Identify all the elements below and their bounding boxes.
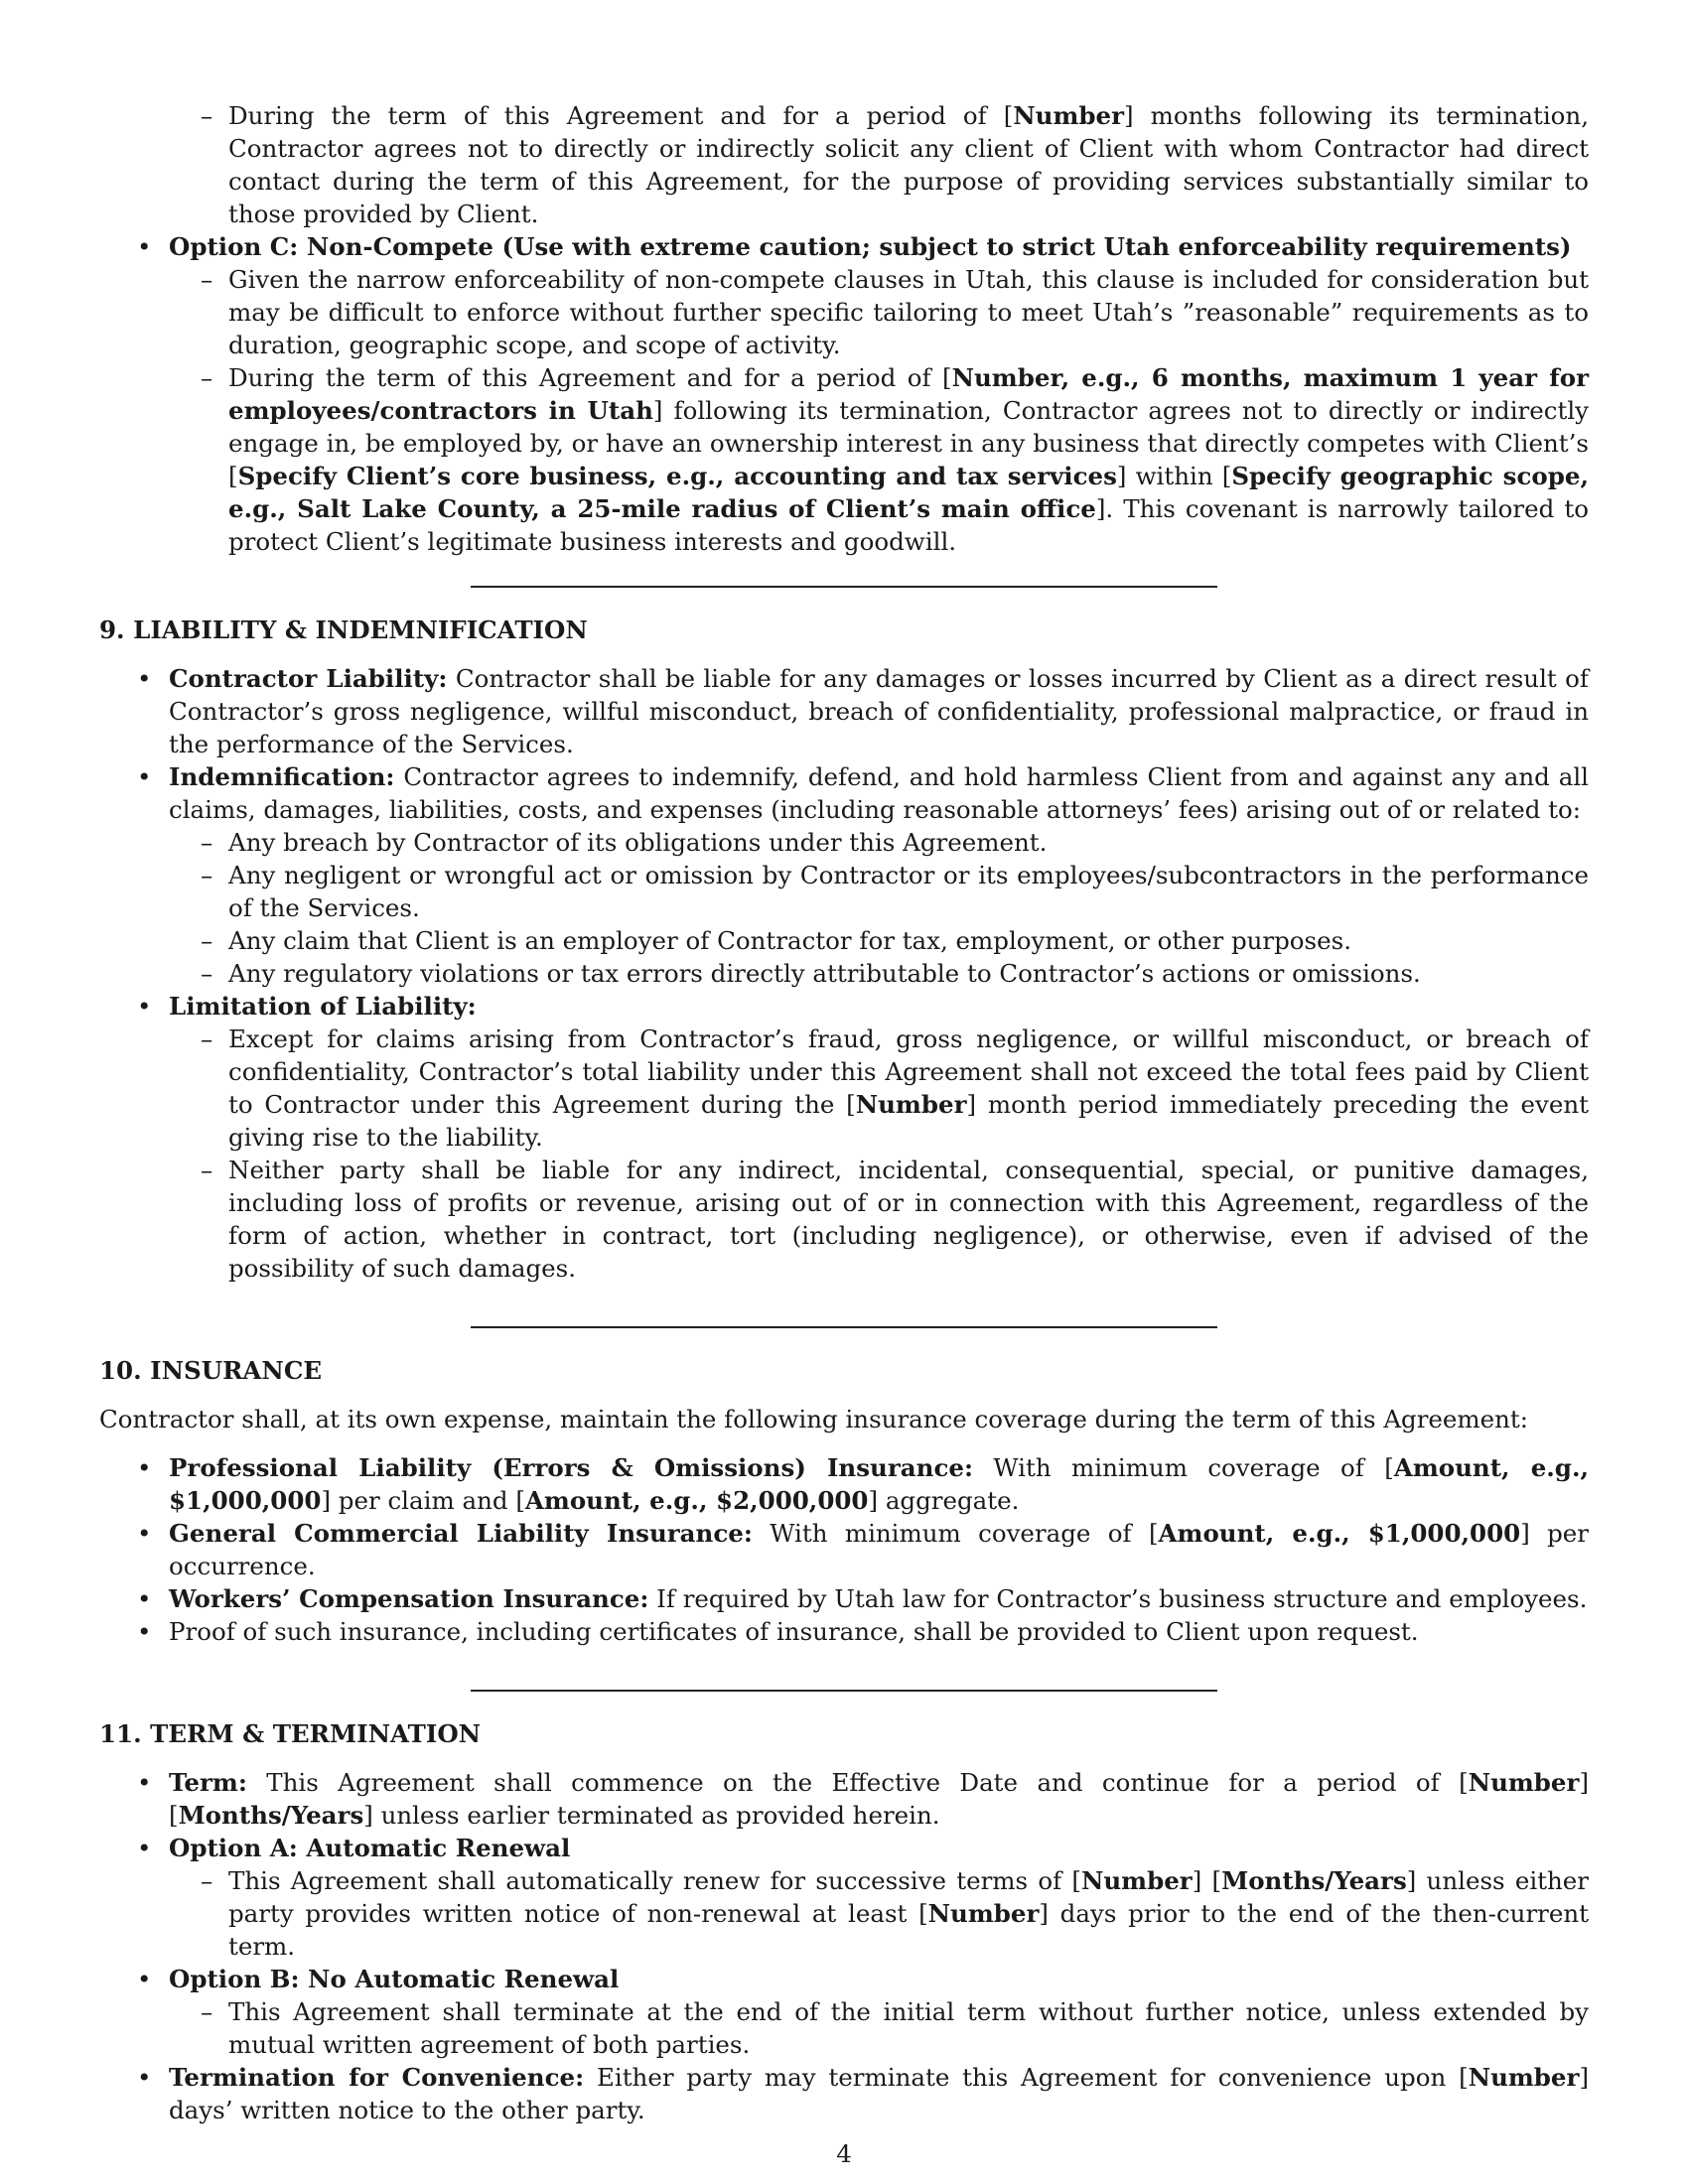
document-page: [99, 99, 1589, 2126]
text-run: ] [: [1192, 1866, 1222, 1895]
sub-item: [169, 263, 1589, 361]
section-bullet-list: [99, 1766, 1589, 2126]
sub-item: [169, 826, 1589, 859]
text-run: This Agreement shall commence on the Effective Date and continue for a period of [: [246, 1768, 1469, 1797]
text-run: Contractor shall be liable for any damages or losses incurred by Client as a direct result of Contractor’s gross negligence, willful misconduct, breach of confidentiality, professional malpractice, or fraud in the performance of the Services.: [169, 664, 1590, 758]
bullet-text: [169, 1617, 1419, 1646]
bold-text: Option B: No Automatic Renewal: [169, 1965, 620, 1993]
text-run: ] days’ written notice to the other party.: [169, 2063, 1589, 2124]
bold-text: Number: [855, 1090, 967, 1119]
text-run: Any breach by Contractor of its obligations under this Agreement.: [228, 828, 1048, 857]
bold-text: Number: [1468, 2063, 1580, 2092]
sections-container: [99, 586, 1589, 2126]
section-divider: [471, 586, 1217, 588]
bold-text: Amount, e.g., $2,000,000: [524, 1486, 869, 1515]
page-number: 4: [836, 2139, 852, 2168]
text-run: Except for claims arising from Contractor’s fraud, gross negligence, or willful misconduct, or breach of confidentiality, Contractor’s total liability under this Agreement shall not exceed the total fees paid by Client to Contractor under this Agreement during the [: [228, 1024, 1589, 1119]
text-run: ] unless earlier terminated as provided herein.: [363, 1801, 940, 1830]
section-heading: 10. INSURANCE: [99, 1356, 323, 1385]
bullet-text: [169, 762, 1589, 824]
bullet-item: [99, 662, 1589, 760]
bold-text: Amount, e.g., $1,000,000: [1158, 1519, 1521, 1548]
sub-item: [169, 924, 1589, 957]
bullet-item: [99, 2061, 1589, 2126]
text-run: Given the narrow enforceability of non-compete clauses in Utah, this clause is included for consideration but may be difficult to enforce without further specific tailoring to meet Utah’s ”reasonable” requirements as to duration, geographic scope, and scope of activity.: [228, 265, 1589, 359]
bold-text: Term:: [169, 1768, 247, 1797]
text-run: ] days prior to the end of the then-current term.: [228, 1899, 1589, 1961]
text-run: ]. This covenant is narrowly tailored to protect Client’s legitimate business interests and goodwill.: [228, 494, 1589, 556]
bullet-text: [169, 992, 477, 1021]
intro-bullet-list: [99, 230, 1589, 558]
bullet-item: [99, 1451, 1589, 1517]
bullet-item: [99, 1517, 1589, 1582]
bullet-item: [99, 1963, 1589, 2061]
bullet-text: [169, 1584, 1587, 1613]
section-heading: 11. TERM & TERMINATION: [99, 1719, 482, 1748]
bold-text: Number: [1013, 101, 1125, 130]
text-run: With minimum coverage of [: [752, 1519, 1159, 1548]
bullet-text: [169, 232, 1572, 261]
text-run: Any negligent or wrongful act or omission by Contractor or its employees/subcontractors in the performance of the Services.: [228, 861, 1589, 922]
bold-text: Number, e.g., 6 months, maximum 1 year for employees/contractors in Utah: [228, 363, 1589, 425]
text-run: Neither party shall be liable for any indirect, incidental, consequential, special, or punitive damages, including loss of profits or revenue, arising out of or in connection with this Agreement, regardless of the form of action, whether in contract, tort (including negligence), or otherwise, even if advised of the possibility of such damages.: [228, 1156, 1589, 1283]
sub-item: [169, 1023, 1589, 1154]
text-run: Any claim that Client is an employer of Contractor for tax, employment, or other purposes.: [228, 926, 1351, 955]
text-run: ] months following its termination, Contractor agrees not to directly or indirectly solicit any client of Client with whom Contractor had direct contact during the term of this Agreement, for the purpose of providing services substantially similar to those provided by Client.: [228, 101, 1589, 228]
bold-text: Termination for Convenience:: [169, 2063, 585, 2092]
sub-item: [169, 1995, 1589, 2061]
bullet-text: [169, 664, 1589, 758]
sub-item: [169, 361, 1589, 558]
sub-list: [169, 1023, 1589, 1285]
text-run: During the term of this Agreement and for a period of [: [228, 363, 952, 392]
text-run: Contractor agrees to indemnify, defend, and hold harmless Client from and against any and all claims, damages, liabilities, costs, and expenses (including reasonable attorneys’ fees) arising out of or related to:: [169, 762, 1589, 824]
bold-text: Amount, e.g., $1,000,000: [169, 1453, 1590, 1515]
bullet-item: [99, 1832, 1589, 1963]
sub-item: [169, 859, 1589, 924]
bullet-text: [169, 1965, 619, 1993]
text-run: Any regulatory violations or tax errors directly attributable to Contractor’s actions or omissions.: [228, 959, 1421, 988]
sub-item: [169, 1154, 1589, 1285]
bold-text: Contractor Liability:: [169, 664, 448, 693]
bullet-item: [99, 1766, 1589, 1832]
sub-item: [99, 99, 1589, 230]
bold-text: Months/Years: [178, 1801, 364, 1830]
bullet-item: [99, 990, 1589, 1285]
text-run: During the term of this Agreement and for a period of [: [228, 101, 1014, 130]
text-run: With minimum coverage of [: [973, 1453, 1394, 1482]
bullet-item: [99, 760, 1589, 990]
bullet-item: [99, 230, 1589, 558]
bullet-item: [99, 1582, 1589, 1615]
text-run: ] per claim and [: [321, 1486, 525, 1515]
bullet-text: [169, 1519, 1589, 1580]
bullet-text: [169, 1453, 1589, 1515]
sub-list: [169, 1995, 1589, 2061]
sub-list: [169, 263, 1589, 558]
intro-continuation: [99, 99, 1589, 558]
bold-text: Months/Years: [1221, 1866, 1407, 1895]
text-run: Either party may terminate this Agreement for convenience upon [: [584, 2063, 1469, 2092]
sub-item: [169, 957, 1589, 990]
text-run: ] per occurrence.: [169, 1519, 1590, 1580]
section-bullet-list: [99, 1451, 1589, 1648]
text-run: If required by Utah law for Contractor’s business structure and employees.: [648, 1584, 1588, 1613]
text-run: ] [: [169, 1768, 1589, 1830]
bold-text: Workers’ Compensation Insurance:: [169, 1584, 649, 1613]
bullet-text: [169, 1834, 570, 1862]
text-run: This Agreement shall terminate at the end of the initial term without further notice, unless extended by mutual written agreement of both parties.: [228, 1997, 1589, 2059]
bullet-item: [99, 1615, 1589, 1648]
bold-text: Specify Client’s core business, e.g., accounting and tax services: [237, 462, 1117, 490]
text-run: ] unless either party provides written notice of non-renewal at least [: [228, 1866, 1589, 1928]
text-run: ] within [: [1116, 462, 1232, 490]
sub-list: [169, 826, 1589, 990]
sub-list: [169, 1864, 1589, 1963]
bold-text: Number: [927, 1899, 1040, 1928]
bold-text: Limitation of Liability:: [169, 992, 477, 1021]
intro-sub-list: [99, 99, 1589, 230]
bold-text: Professional Liability (Errors & Omissions) Insurance:: [169, 1453, 973, 1482]
section-bullet-list: [99, 662, 1589, 1285]
text-run: Proof of such insurance, including certificates of insurance, shall be provided to Client upon request.: [169, 1617, 1419, 1646]
sub-item: [169, 1864, 1589, 1963]
bullet-text: [169, 1768, 1589, 1830]
bold-text: General Commercial Liability Insurance:: [169, 1519, 753, 1548]
section-divider: [471, 1326, 1217, 1328]
bold-text: Option A: Automatic Renewal: [169, 1834, 571, 1862]
bold-text: Indemnification:: [169, 762, 395, 791]
bold-text: Number: [1468, 1768, 1580, 1797]
text-run: ] aggregate.: [868, 1486, 1020, 1515]
bold-text: Number: [1080, 1866, 1193, 1895]
section-paragraph: Contractor shall, at its own expense, maintain the following insurance coverage during the term of this Agreement:: [99, 1405, 1529, 1433]
text-run: This Agreement shall automatically renew for successive terms of [: [228, 1866, 1081, 1895]
bullet-text: [169, 2063, 1589, 2124]
section-heading: 9. LIABILITY & INDEMNIFICATION: [99, 615, 588, 644]
section-divider: [471, 1690, 1217, 1692]
bold-text: Option C: Non-Compete (Use with extreme caution; subject to strict Utah enforceability requirements): [169, 232, 1572, 261]
text-run: ] month period immediately preceding the event giving rise to the liability.: [228, 1090, 1589, 1152]
bold-text: Specify geographic scope, e.g., Salt Lake County, a 25-mile radius of Client’s main office: [228, 462, 1589, 523]
text-run: ] following its termination, Contractor agrees not to directly or indirectly engage in, be employed by, or have an ownership interest in any business that directly competes with Client’s [: [228, 396, 1589, 490]
